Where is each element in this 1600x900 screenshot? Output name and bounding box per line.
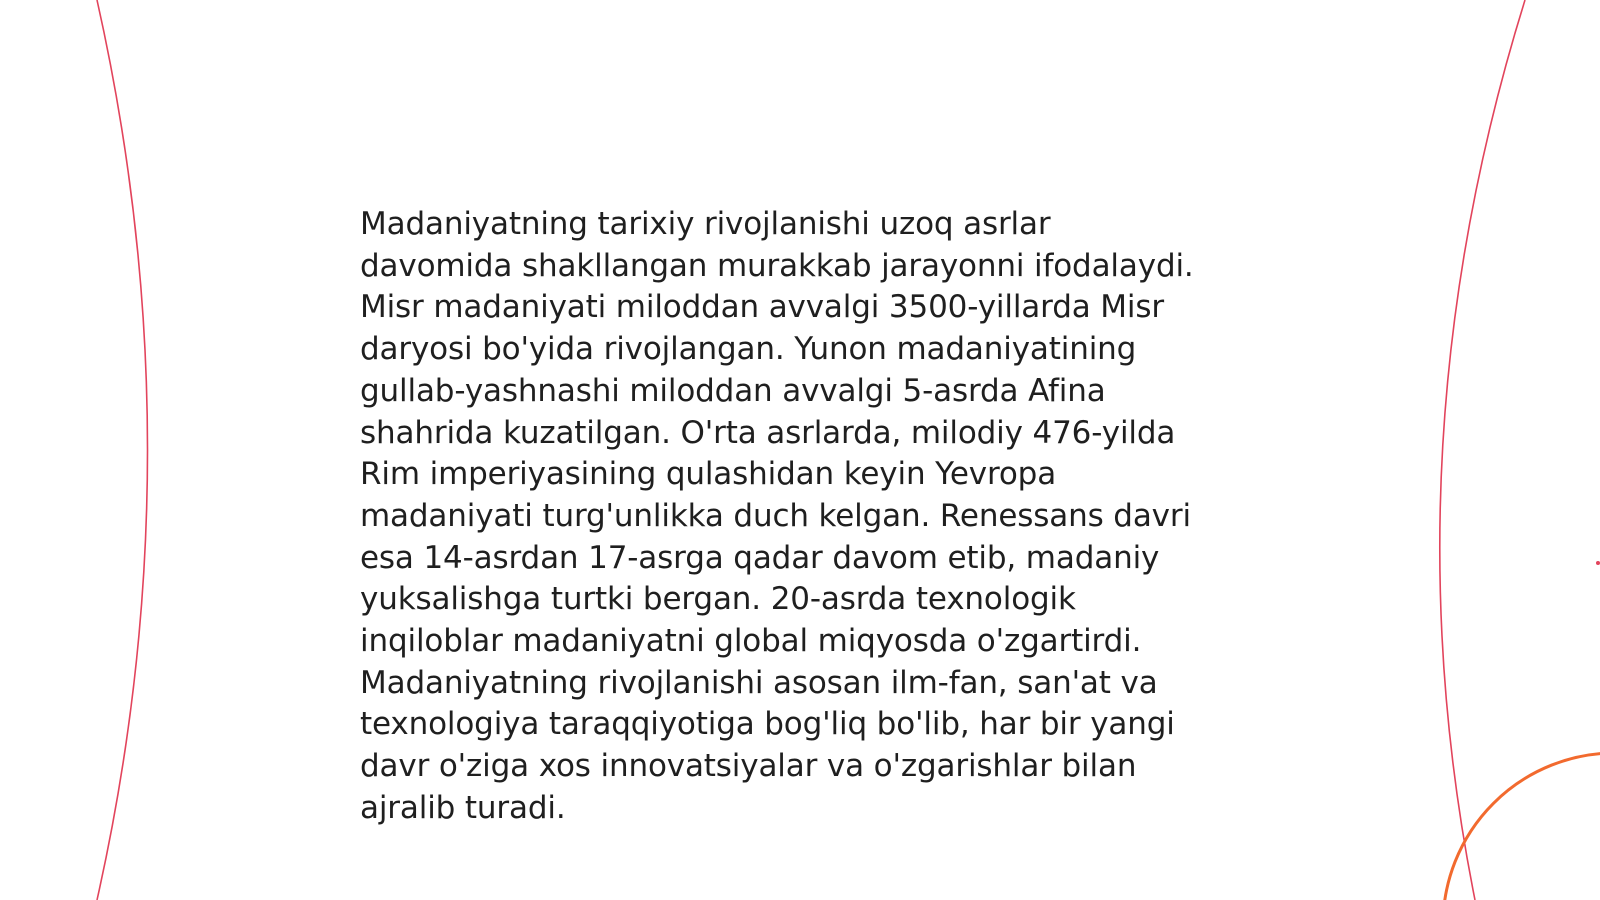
paragraph-line: shahrida kuzatilgan. O'rta asrlarda, milodiy 476-yilda: [360, 414, 1176, 451]
paragraph-line: esa 14-asrdan 17-asrga qadar davom etib, madaniy: [360, 539, 1160, 576]
paragraph-line: davomida shakllangan murakkab jarayonni ifodalaydi.: [360, 247, 1194, 284]
paragraph-line: Madaniyatning rivojlanishi asosan ilm-fan, san'at va: [360, 664, 1158, 701]
paragraph-line: ajralib turadi.: [360, 789, 566, 826]
edge-tick-mark: [1596, 561, 1600, 565]
paragraph-line: texnologiya taraqqiyotiga bog'liq bo'lib, har bir yangi: [360, 706, 1175, 743]
right-decorative-curve: [1440, 0, 1525, 900]
paragraph-line: Misr madaniyati miloddan avvalgi 3500-yillarda Misr: [360, 289, 1164, 326]
paragraph-line: daryosi bo'yida rivojlangan. Yunon madaniyatining: [360, 331, 1137, 368]
paragraph-line: inqiloblar madaniyatni global miqyosda o'zgartirdi.: [360, 623, 1142, 660]
left-decorative-curve: [97, 0, 148, 900]
body-paragraph: [360, 204, 1260, 830]
corner-decorative-arc: [1443, 753, 1600, 900]
paragraph-line: Rim imperiyasining qulashidan keyin Yevropa: [360, 456, 1057, 493]
paragraph-line: Madaniyatning tarixiy rivojlanishi uzoq asrlar: [360, 206, 1051, 242]
paragraph-line: davr o'ziga xos innovatsiyalar va o'zgarishlar bilan: [360, 748, 1137, 785]
paragraph-line: madaniyati turg'unlikka duch kelgan. Renessans davri: [360, 497, 1191, 534]
paragraph-line: yuksalishga turtki bergan. 20-asrda texnologik: [360, 581, 1076, 618]
paragraph-line: gullab-yashnashi miloddan avvalgi 5-asrda Afina: [360, 372, 1106, 409]
